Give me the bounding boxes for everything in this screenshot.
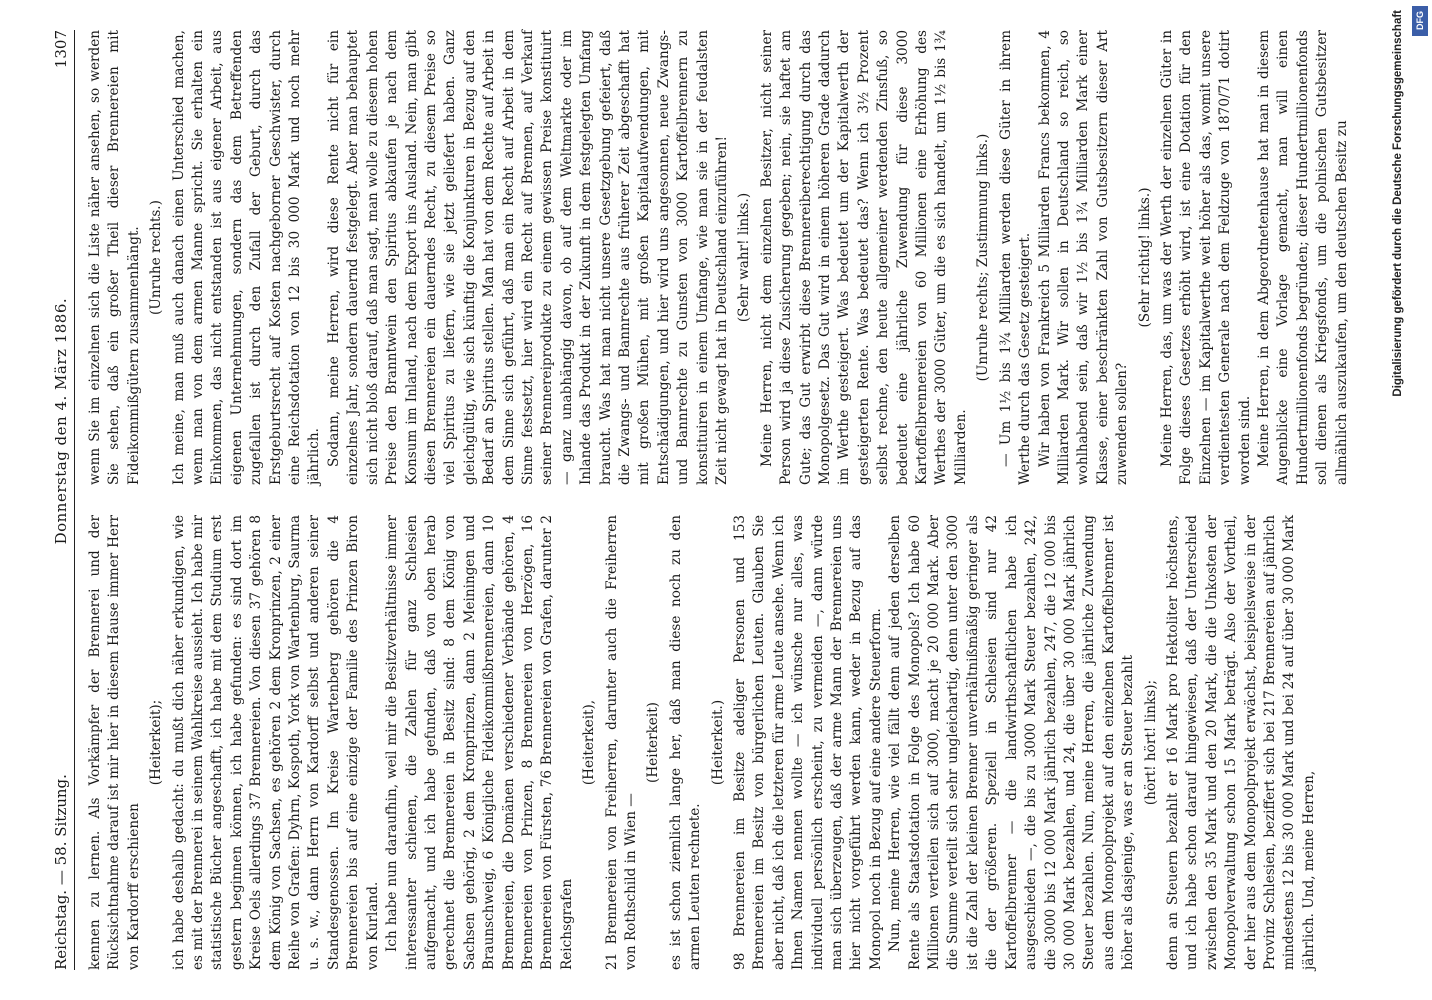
rotated-page [26, 0, 1406, 1000]
paragraph: 98 Brennereien im Besitze adeliger Personen und 153 Brennereien im Besitz von bürgerlichen Leuten. Glauben Sie aber nicht, daß ich die letzteren für arme Leute ansehe. Wenn ich Ihnen Namen nennen wollte — ich wünsche nur alles, was individuell persönlich erscheint, zu vermeiden —, dann würde man sich überzeugen, daß der arme Mann der Brennereien uns hier nicht vorgeführt werden kann, weder in Bezug auf das Monopol noch in Bezug auf eine andere Steuerform. [732, 515, 884, 970]
interjection: (Heiterkeit.) [709, 699, 726, 786]
interjection: (Sehr wahr! links.) [736, 192, 753, 323]
paragraph: denn an Steuern bezahlt er 16 Mark pro Hektoliter höchstens, und ich habe schon darauf hingewiesen, daß der Unterschied zwischen den 35 Mark und den 20 Mark, die die Unkosten der Monopolverwaltung schon 15 Mark beträgt. Also der Vortheil, der hier aus dem Monopolprojekt erwächst, beispielsweise in der Provinz Schlesien, beziffert sich bei 217 Brennereien auf jährlich mindestens 12 bis 30 000 Mark und bei 24 auf über 30 000 Mark jährlich. Und, meine Herren, [1164, 515, 1317, 970]
paragraph: — Um 1½ bis 1¾ Milliarden werden diese Güter in ihrem Werthe durch das Gesetz gesteigert. [997, 30, 1034, 485]
dfg-logo: DFG [1412, 6, 1428, 36]
interjection: (hört! hört! links); [1142, 679, 1159, 806]
interjection: (Sehr richtig! links.) [1136, 187, 1153, 328]
header-center: Donnerstag den 4. März 1886. [52, 297, 70, 545]
interjection: (Unruhe rechts; Zustimmung links.) [975, 133, 992, 382]
paragraph: Meine Herren, in dem Abgeordnetenhause hat man in diesem Augenblicke eine Vorlage gemacht, man will einen Hundertmillionenfonds begründen; dieser Hundertmillionenfonds soll dienen als Kriegsfonds, um die polnischen Gutsbesitzer allmählich auszukaufen, um den deutschen Besitz zu [1255, 30, 1350, 485]
page-number: 1307 [52, 30, 70, 69]
paragraph: Wir haben von Frankreich 5 Milliarden Francs bekommen, 4 Milliarden Mark. Wir sollen in Deutschland so reich, so wohlhabend sein, daß wir 1½ bis 1¾ Milliarden Mark einer Klasse, einer beschränkten Zahl von Gutsbesitzern dieser Art zuwenden sollen? [1036, 30, 1131, 485]
paragraph: Meine Herren, nicht dem einzelnen Besitzer, nicht seiner Person wird ja diese Zusicherung gegeben; nein, sie haftet am Gute; das Gut erwirbt diese Brennereiberechtigung durch das Monopolgesetz. Das Gut wird in einem höheren Grade dadurch im Werthe gesteigert. Was bedeutet um der Kapitalwerth der gesteigerten Rente. Was bedeutet das? Wenn ich 3½ Prozent selbst rechne, den heute allgemeiner werdenden Zinsfuß, so bedeutet eine jährliche Zuwendung für diese 3000 Kartoffelbrennereien von 60 Millionen eine Erhöhung des Werthes der 3000 Güter, um die es sich handelt, um 1½ bis 1¾ Milliarden. [758, 30, 969, 485]
paragraph: es ist schon ziemlich lange her, daß man diese noch zu den armen Leuten rechnete. [667, 515, 704, 970]
paragraph: Ich habe nun daraufhin, weil mir die Besitzverhältnisse immer interessanter schienen, die Zahlen für ganz Schlesien aufgemacht, und ich habe gefunden, daß von oben herab gerechnet die Brennereien in Besitz sind: 8 dem König von Sachsen gehörig, 2 dem Kronprinzen, dann 2 Meiningen und Braunschweig, 6 Königliche Fideikommißbrennereien, dann 10 Brennereien, die Domänen verschiedener Verbände gehören, 4 Brennereien von Prinzen, 8 Brennereien von Herzögen, 16 Brennereien von Fürsten, 76 Brennereien von Grafen, darunter 2 Reichsgrafen [384, 515, 575, 970]
paragraph: kennen zu lernen. Als Vorkämpfer der Brennerei und der Rücksichtnahme darauf ist mir hier in diesem Hause immer Herr von Kardorff erschienen [87, 515, 142, 970]
right-column [86, 30, 1352, 485]
interjection: (Heiterkeit), [581, 699, 598, 786]
paragraph: 21 Brennereien von Freiherren, darunter auch die Freiherren von Rothschild in Wien — [603, 515, 639, 970]
footer-strip [1380, 0, 1432, 1000]
header-rule [74, 30, 75, 970]
paragraph: ich habe deshalb gedacht: du mußt dich näher erkundigen, wie es mit der Brennerei in seinem Wahlkreise aussieht. Ich habe mir statistische Bücher angeschafft, ich habe mit dem Studium erst gestern beginnen können, ich habe gefunden: es sind dort im Kreise Oels allerdings 37 Brennereien. Von diesen 37 gehören 8 dem König von Sachsen, es gehören 2 dem Kronprinzen, 2 einer Reihe von Grafen: Dyhrn, Kospoth, York von Wartenburg, Saurma u. s. w., dann Herrn von Kardorff selbst und anderen seiner Standesgenossen. Im Kreise Wartenberg gehören die 4 Brennereien bis auf eine einzige der Familie des Prinzen Biron von Kurland. [170, 515, 381, 970]
paragraph: Sodann, meine Herren, wird diese Rente nicht für ein einzelnes Jahr, sondern dauernd festgelegt. Aber man behauptet sich nicht bloß darauf, daß man sagt, man wolle zu diesem hohen Preise den Branntwein den Spiritus abkaufen je nach dem Konsum im Inland, nach dem Export ins Ausland. Nein, man gibt diesen Brennereien ein dauerndes Recht, zu diesem Preise so viel Spiritus zu liefern, wie sie jetzt geliefert haben. Ganz gleichgültig, wie sich künftig die Konjunkturen in Bezug auf den Bedarf an Spiritus stellen. Man hat von dem Rechte auf Arbeit in dem Sinne sich geführt, daß man ein Recht auf Arbeit in dem Sinne festsetzt, hier wird ein Recht auf Brennen, auf Verkauf seiner Brennereiprodukte zu einem gewissen Preise konstituirt — ganz unabhängig davon, ob auf dem Weltmarkte oder im Inlande das Produkt in der Zukunft in dem festgelegten Umfang braucht. Was hat man nicht unsere Gesetzgebung gefeiert, daß die Zwangs- und Bannrechte aus früherer Zeit abgeschafft hat mit großen Mühen, mit großen Kapitalaufwendungen, mit Entschädigungen, und hier wird uns angesonnen, neue Zwangs- und Bannrechte zu Gunsten von 3000 Kartoffelbrennern zu konstituiren in einem Umfange, wie man sie in der feudalsten Zeit nicht gewagt hat in Deutschland einzuführen! [325, 30, 730, 485]
header-left: Reichstag. — 58. Sitzung. [52, 774, 70, 970]
paragraph: Meine Herren, das, um was der Werth der einzelnen Güter in Folge dieses Gesetzes erhöht wird, ist eine Dotation für den Einzelnen — im Kapitalwerthe weit höher als das, womit unsere verdientesten Generale nach dem Feldzuge von 1870/71 dotirt worden sind. [1158, 30, 1253, 485]
paragraph: Nun, meine Herren, wie viel fällt denn auf jeden derselben Rente als Staatsdotation in Folge des Monopols? Ich habe 60 Millionen verteilen sich auf 3000, macht je 20 000 Mark. Aber die Summe verteilt sich sehr ungleichartig, denn unter den 3000 ist die Zahl der kleinen Brenner unverhältnißmäßig geringer als die der größeren. Speziell in Schlesien sind nur 42 Kartoffelbrenner — die landwirthschaftlichen habe ich ausgeschieden —, die bis zu 3000 Mark Steuer bezahlen, 242, die 3000 bis 12 000 Mark jährlich bezahlen, 247, die 12 000 bis 30 000 Mark bezahlen, und 24, die über 30 000 Mark jährlich Steuer bezahlen. Nun, meine Herren, die jährliche Zuwendung aus dem Monopolprojekt auf den einzelnen Kartoffelbrenner ist höher als dasjenige, was er an Steuer bezahlt [887, 515, 1137, 970]
interjection: (Unruhe rechts.) [148, 200, 165, 315]
interjection: (Heiterkeit); [148, 699, 165, 786]
running-header [44, 30, 70, 970]
funding-note: Digitalisierung gefördert durch die Deutsche Forschungsgemeinschaft [1392, 10, 1404, 397]
paragraph: wenn Sie im einzelnen sich die Liste näher ansehen, so werden Sie sehen, daß ein großer Theil dieser Brennereien mit Fideikommißgütern zusammenhängt. [87, 30, 142, 485]
left-column [86, 515, 1319, 970]
paragraph: Ich meine, man muß auch danach einen Unterschied machen, wenn man von dem armen Manne spricht. Sie erhalten ein Einkommen, das nicht entstanden ist aus eigener Arbeit, aus eigenen Unternehmungen, sondern das dem Betreffenden zugefallen ist durch den Zufall der Geburt, durch das Erstgeburtsrecht auf Kosten nachgeborner Geschwister, durch eine Reichsdotation von 12 bis 30 000 Mark und noch mehr jährlich. [170, 30, 323, 485]
interjection: (Heiterkeit) [645, 702, 662, 783]
